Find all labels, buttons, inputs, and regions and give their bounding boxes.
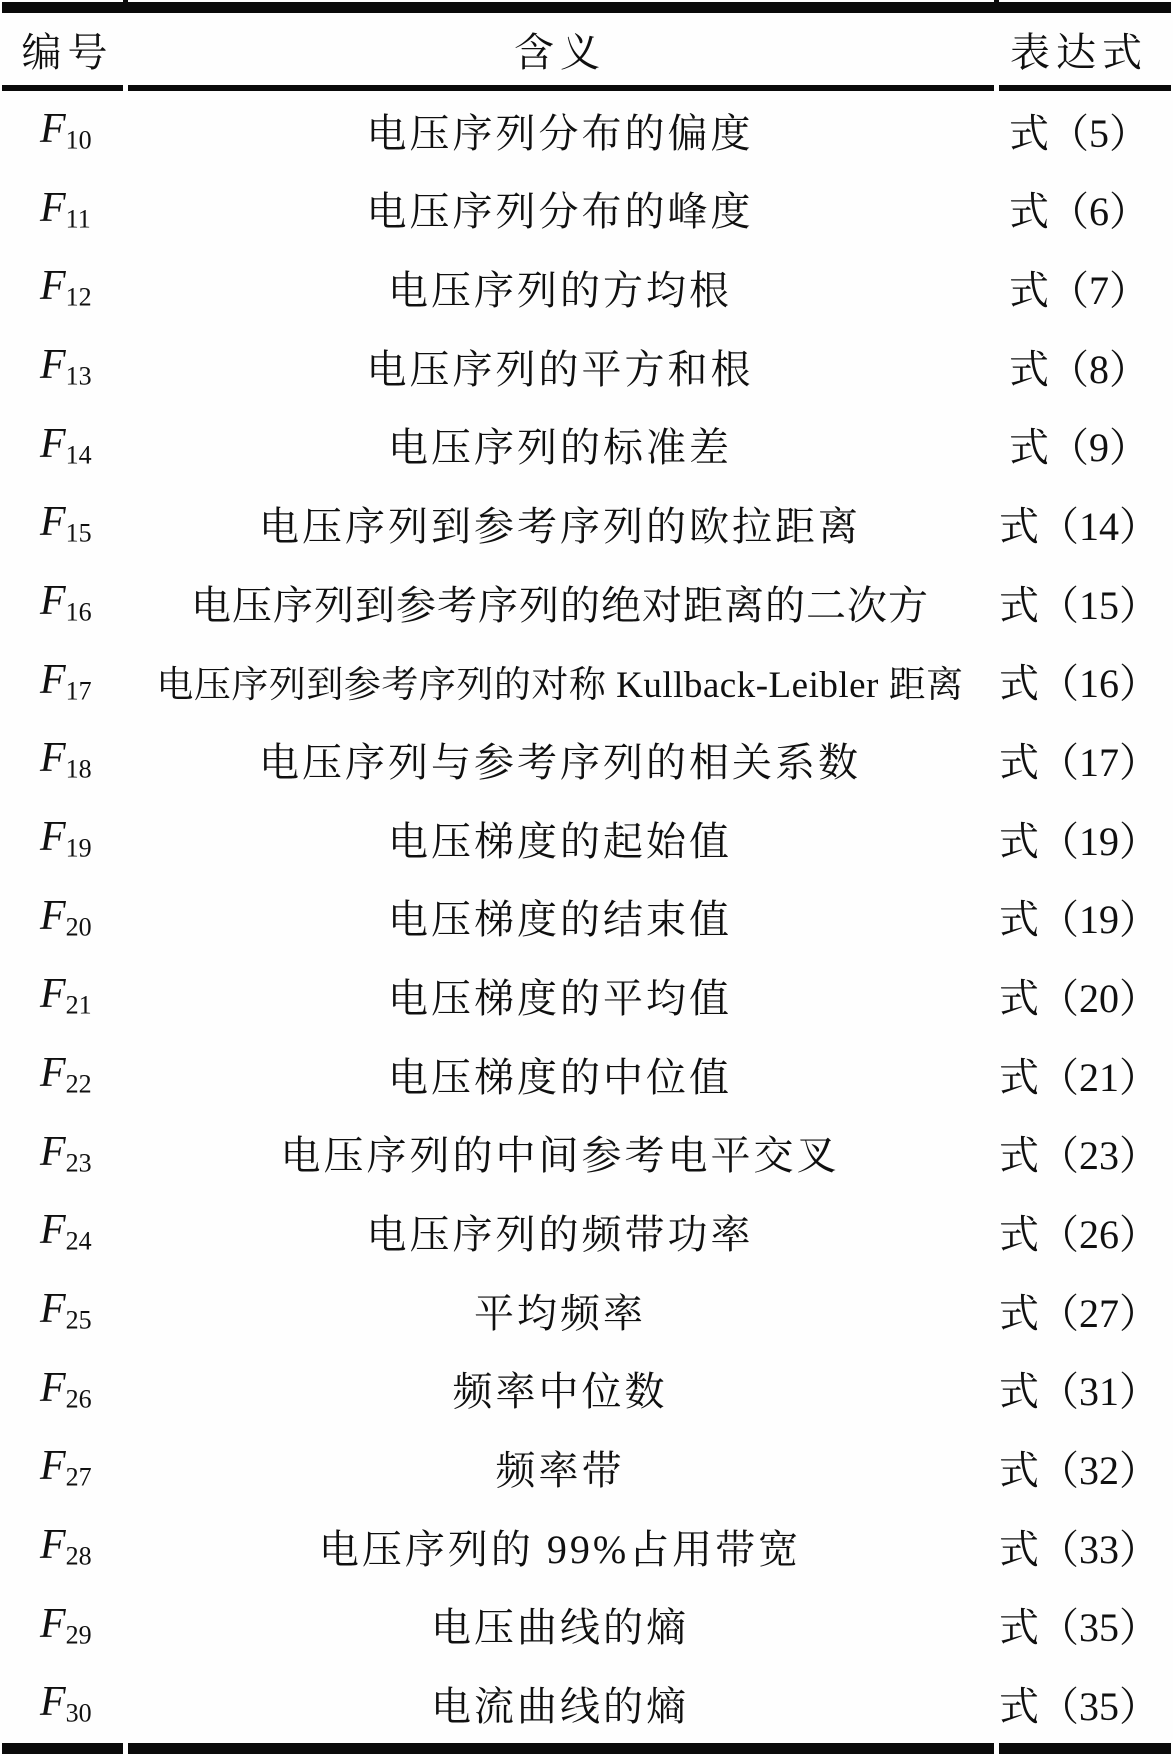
header-id: 编号 <box>21 29 114 75</box>
feature-expression-cell <box>985 888 1173 945</box>
feature-expression-cell <box>985 102 1173 159</box>
feature-meaning-text: 电压曲线的熵 <box>431 1605 689 1651</box>
feature-id-label: F28 <box>40 1521 92 1571</box>
feature-id-label: F26 <box>40 1364 92 1414</box>
feature-id-label: F20 <box>40 892 92 942</box>
feature-id-cell <box>0 656 135 707</box>
table-body <box>0 91 1173 1743</box>
rule-gap <box>994 1743 999 1754</box>
feature-expression-cell <box>985 338 1173 395</box>
feature-id-cell <box>0 1600 135 1651</box>
feature-meaning-text: 电压梯度的起始值 <box>388 818 732 864</box>
feature-expression-text: 式（7） <box>1009 268 1149 314</box>
feature-meaning-cell <box>135 102 985 159</box>
feature-meaning-cell <box>135 1203 985 1260</box>
feature-id-cell <box>0 1521 135 1572</box>
table-row <box>0 170 1173 249</box>
feature-expression-text: 式（21） <box>999 1054 1159 1100</box>
feature-id-label: F25 <box>40 1285 92 1335</box>
table-row <box>0 563 1173 642</box>
table-row <box>0 1035 1173 1114</box>
feature-meaning-text: 电压序列与参考序列的相关系数 <box>259 740 861 786</box>
feature-id-cell <box>0 734 135 785</box>
feature-id-label: F17 <box>40 656 92 706</box>
feature-id-cell <box>0 1442 135 1493</box>
feature-meaning-text: 电压梯度的结束值 <box>388 897 732 943</box>
feature-meaning-text: 电压序列到参考序列的对称 Kullback-Leibler 距离 <box>156 664 964 706</box>
feature-expression-cell <box>985 1360 1173 1417</box>
feature-expression-text: 式（35） <box>999 1605 1159 1651</box>
feature-meaning-cell <box>135 1046 985 1103</box>
feature-meaning-text: 电压序列分布的峰度 <box>366 189 754 235</box>
feature-id-label: F11 <box>40 184 91 234</box>
feature-id-label: F10 <box>40 106 92 155</box>
table-row <box>0 248 1173 327</box>
feature-id-cell <box>0 262 135 313</box>
feature-meaning-cell <box>135 731 985 788</box>
feature-meaning-cell <box>135 574 985 631</box>
feature-expression-cell <box>985 1675 1173 1732</box>
feature-expression-text: 式（35） <box>999 1683 1159 1729</box>
feature-meaning-text: 电压梯度的平均值 <box>388 976 732 1022</box>
table-row <box>0 484 1173 563</box>
table-row <box>0 878 1173 957</box>
header-expression: 表达式 <box>1010 29 1148 75</box>
feature-meaning-text: 电压梯度的中位值 <box>388 1054 732 1100</box>
feature-meaning-text: 电压序列到参考序列的欧拉距离 <box>259 504 861 550</box>
feature-id-cell <box>0 1128 135 1179</box>
feature-id-cell <box>0 892 135 943</box>
feature-expression-text: 式（6） <box>1009 189 1149 235</box>
feature-id-label: F19 <box>40 813 92 863</box>
feature-expression-text: 式（19） <box>999 818 1159 864</box>
feature-id-cell <box>0 1285 135 1336</box>
feature-meaning-cell <box>135 888 985 945</box>
table-row <box>0 406 1173 485</box>
feature-id-cell <box>0 341 135 392</box>
table-row <box>0 1192 1173 1271</box>
rule-gap <box>123 1743 128 1754</box>
feature-meaning-text: 电压序列分布的偏度 <box>366 110 754 156</box>
feature-id-cell <box>0 1049 135 1100</box>
feature-expression-cell <box>985 574 1173 631</box>
table-row <box>0 1350 1173 1429</box>
feature-id-cell <box>0 420 135 471</box>
feature-meaning-cell <box>135 416 985 473</box>
feature-expression-cell <box>985 1439 1173 1496</box>
feature-meaning-cell <box>135 180 985 237</box>
table-row <box>0 1507 1173 1586</box>
feature-expression-cell <box>985 731 1173 788</box>
feature-id-label: F23 <box>40 1128 92 1178</box>
header-meaning: 含义 <box>514 29 606 75</box>
feature-expression-text: 式（14） <box>999 504 1159 550</box>
table-row <box>0 91 1173 170</box>
rule-gap <box>123 85 128 91</box>
feature-id-cell <box>0 1364 135 1415</box>
feature-meaning-text: 电流曲线的熵 <box>431 1683 689 1729</box>
feature-meaning-cell <box>135 1439 985 1496</box>
feature-id-label: F29 <box>40 1600 92 1650</box>
feature-meaning-cell <box>135 259 985 316</box>
feature-id-label: F30 <box>40 1679 92 1728</box>
feature-expression-cell <box>985 967 1173 1024</box>
table-row <box>0 1114 1173 1193</box>
feature-expression-text: 式（16） <box>999 661 1159 707</box>
feature-meaning-cell <box>135 810 985 867</box>
feature-meaning-text: 电压序列的平方和根 <box>366 346 754 392</box>
feature-expression-text: 式（15） <box>999 582 1159 628</box>
feature-meaning-cell <box>135 338 985 395</box>
feature-expression-text: 式（5） <box>1009 110 1149 156</box>
feature-meaning-text: 电压序列的标准差 <box>388 425 732 471</box>
feature-meaning-cell <box>135 654 985 708</box>
feature-expression-cell <box>985 416 1173 473</box>
feature-meaning-cell <box>135 1596 985 1653</box>
feature-expression-cell <box>985 810 1173 867</box>
feature-expression-text: 式（26） <box>999 1212 1159 1258</box>
feature-id-cell <box>0 577 135 628</box>
rule-gap <box>994 85 999 91</box>
feature-id-cell <box>0 970 135 1021</box>
table-top-border <box>2 2 1171 13</box>
table-row <box>0 327 1173 406</box>
column-tick-mark <box>994 0 999 6</box>
table-row <box>0 1585 1173 1664</box>
feature-meaning-cell <box>135 1675 985 1732</box>
feature-id-label: F18 <box>40 735 92 784</box>
feature-expression-cell <box>985 495 1173 552</box>
feature-expression-cell <box>985 652 1173 709</box>
feature-meaning-text: 平均频率 <box>474 1290 646 1336</box>
feature-id-cell <box>0 498 135 549</box>
feature-id-label: F12 <box>40 263 92 312</box>
feature-meaning-cell <box>135 967 985 1024</box>
feature-expression-text: 式（19） <box>999 897 1159 943</box>
table-bottom-border <box>2 1743 1171 1754</box>
feature-id-label: F15 <box>40 499 92 548</box>
feature-meaning-text: 电压序列到参考序列的绝对距离的二次方 <box>191 582 929 628</box>
feature-id-cell <box>0 813 135 864</box>
feature-expression-cell <box>985 1518 1173 1575</box>
table-row <box>0 956 1173 1035</box>
table-row <box>0 799 1173 878</box>
feature-id-label: F13 <box>40 342 92 391</box>
feature-id-label: F22 <box>40 1049 92 1099</box>
feature-expression-cell <box>985 1596 1173 1653</box>
feature-id-cell <box>0 1206 135 1257</box>
feature-expression-text: 式（20） <box>999 976 1159 1022</box>
column-tick-mark <box>123 0 128 6</box>
feature-expression-text: 式（27） <box>999 1290 1159 1336</box>
feature-expression-cell <box>985 1203 1173 1260</box>
feature-id-label: F14 <box>40 420 92 470</box>
feature-meaning-cell <box>135 495 985 552</box>
table-row <box>0 642 1173 721</box>
feature-meaning-cell <box>135 1518 985 1575</box>
feature-meaning-text: 电压序列的 99%占用带宽 <box>318 1526 802 1572</box>
feature-expression-text: 式（9） <box>1009 425 1149 471</box>
table-row <box>0 1428 1173 1507</box>
feature-expression-cell <box>985 1124 1173 1181</box>
feature-meaning-text: 电压序列的中间参考电平交叉 <box>280 1133 840 1179</box>
table-row <box>0 1664 1173 1743</box>
feature-expression-text: 式（23） <box>999 1133 1159 1179</box>
feature-expression-text: 式（33） <box>999 1526 1159 1572</box>
feature-meaning-text: 频率中位数 <box>452 1369 668 1415</box>
feature-expression-cell <box>985 1046 1173 1103</box>
feature-id-label: F24 <box>40 1207 92 1256</box>
feature-meaning-text: 电压序列的方均根 <box>388 268 732 314</box>
feature-meaning-text: 频率带 <box>495 1447 625 1493</box>
feature-expression-cell <box>985 180 1173 237</box>
feature-id-cell <box>0 1678 135 1729</box>
feature-id-cell <box>0 184 135 235</box>
feature-expression-text: 式（8） <box>1009 346 1149 392</box>
feature-meaning-cell <box>135 1124 985 1181</box>
table-row <box>0 720 1173 799</box>
header-separator-rule <box>2 85 1171 91</box>
feature-meaning-cell <box>135 1282 985 1339</box>
feature-expression-text: 式（31） <box>999 1369 1159 1415</box>
feature-expression-text: 式（17） <box>999 740 1159 786</box>
table-row <box>0 1271 1173 1350</box>
feature-meaning-cell <box>135 1360 985 1417</box>
feature-id-label: F21 <box>40 971 92 1020</box>
feature-id-label: F16 <box>40 578 92 627</box>
feature-expression-text: 式（32） <box>999 1447 1159 1493</box>
feature-id-cell <box>0 105 135 156</box>
feature-expression-cell <box>985 1282 1173 1339</box>
table-header-row <box>0 13 1173 85</box>
feature-id-label: F27 <box>40 1443 92 1492</box>
feature-meaning-text: 电压序列的频带功率 <box>366 1212 754 1258</box>
feature-expression-cell <box>985 259 1173 316</box>
